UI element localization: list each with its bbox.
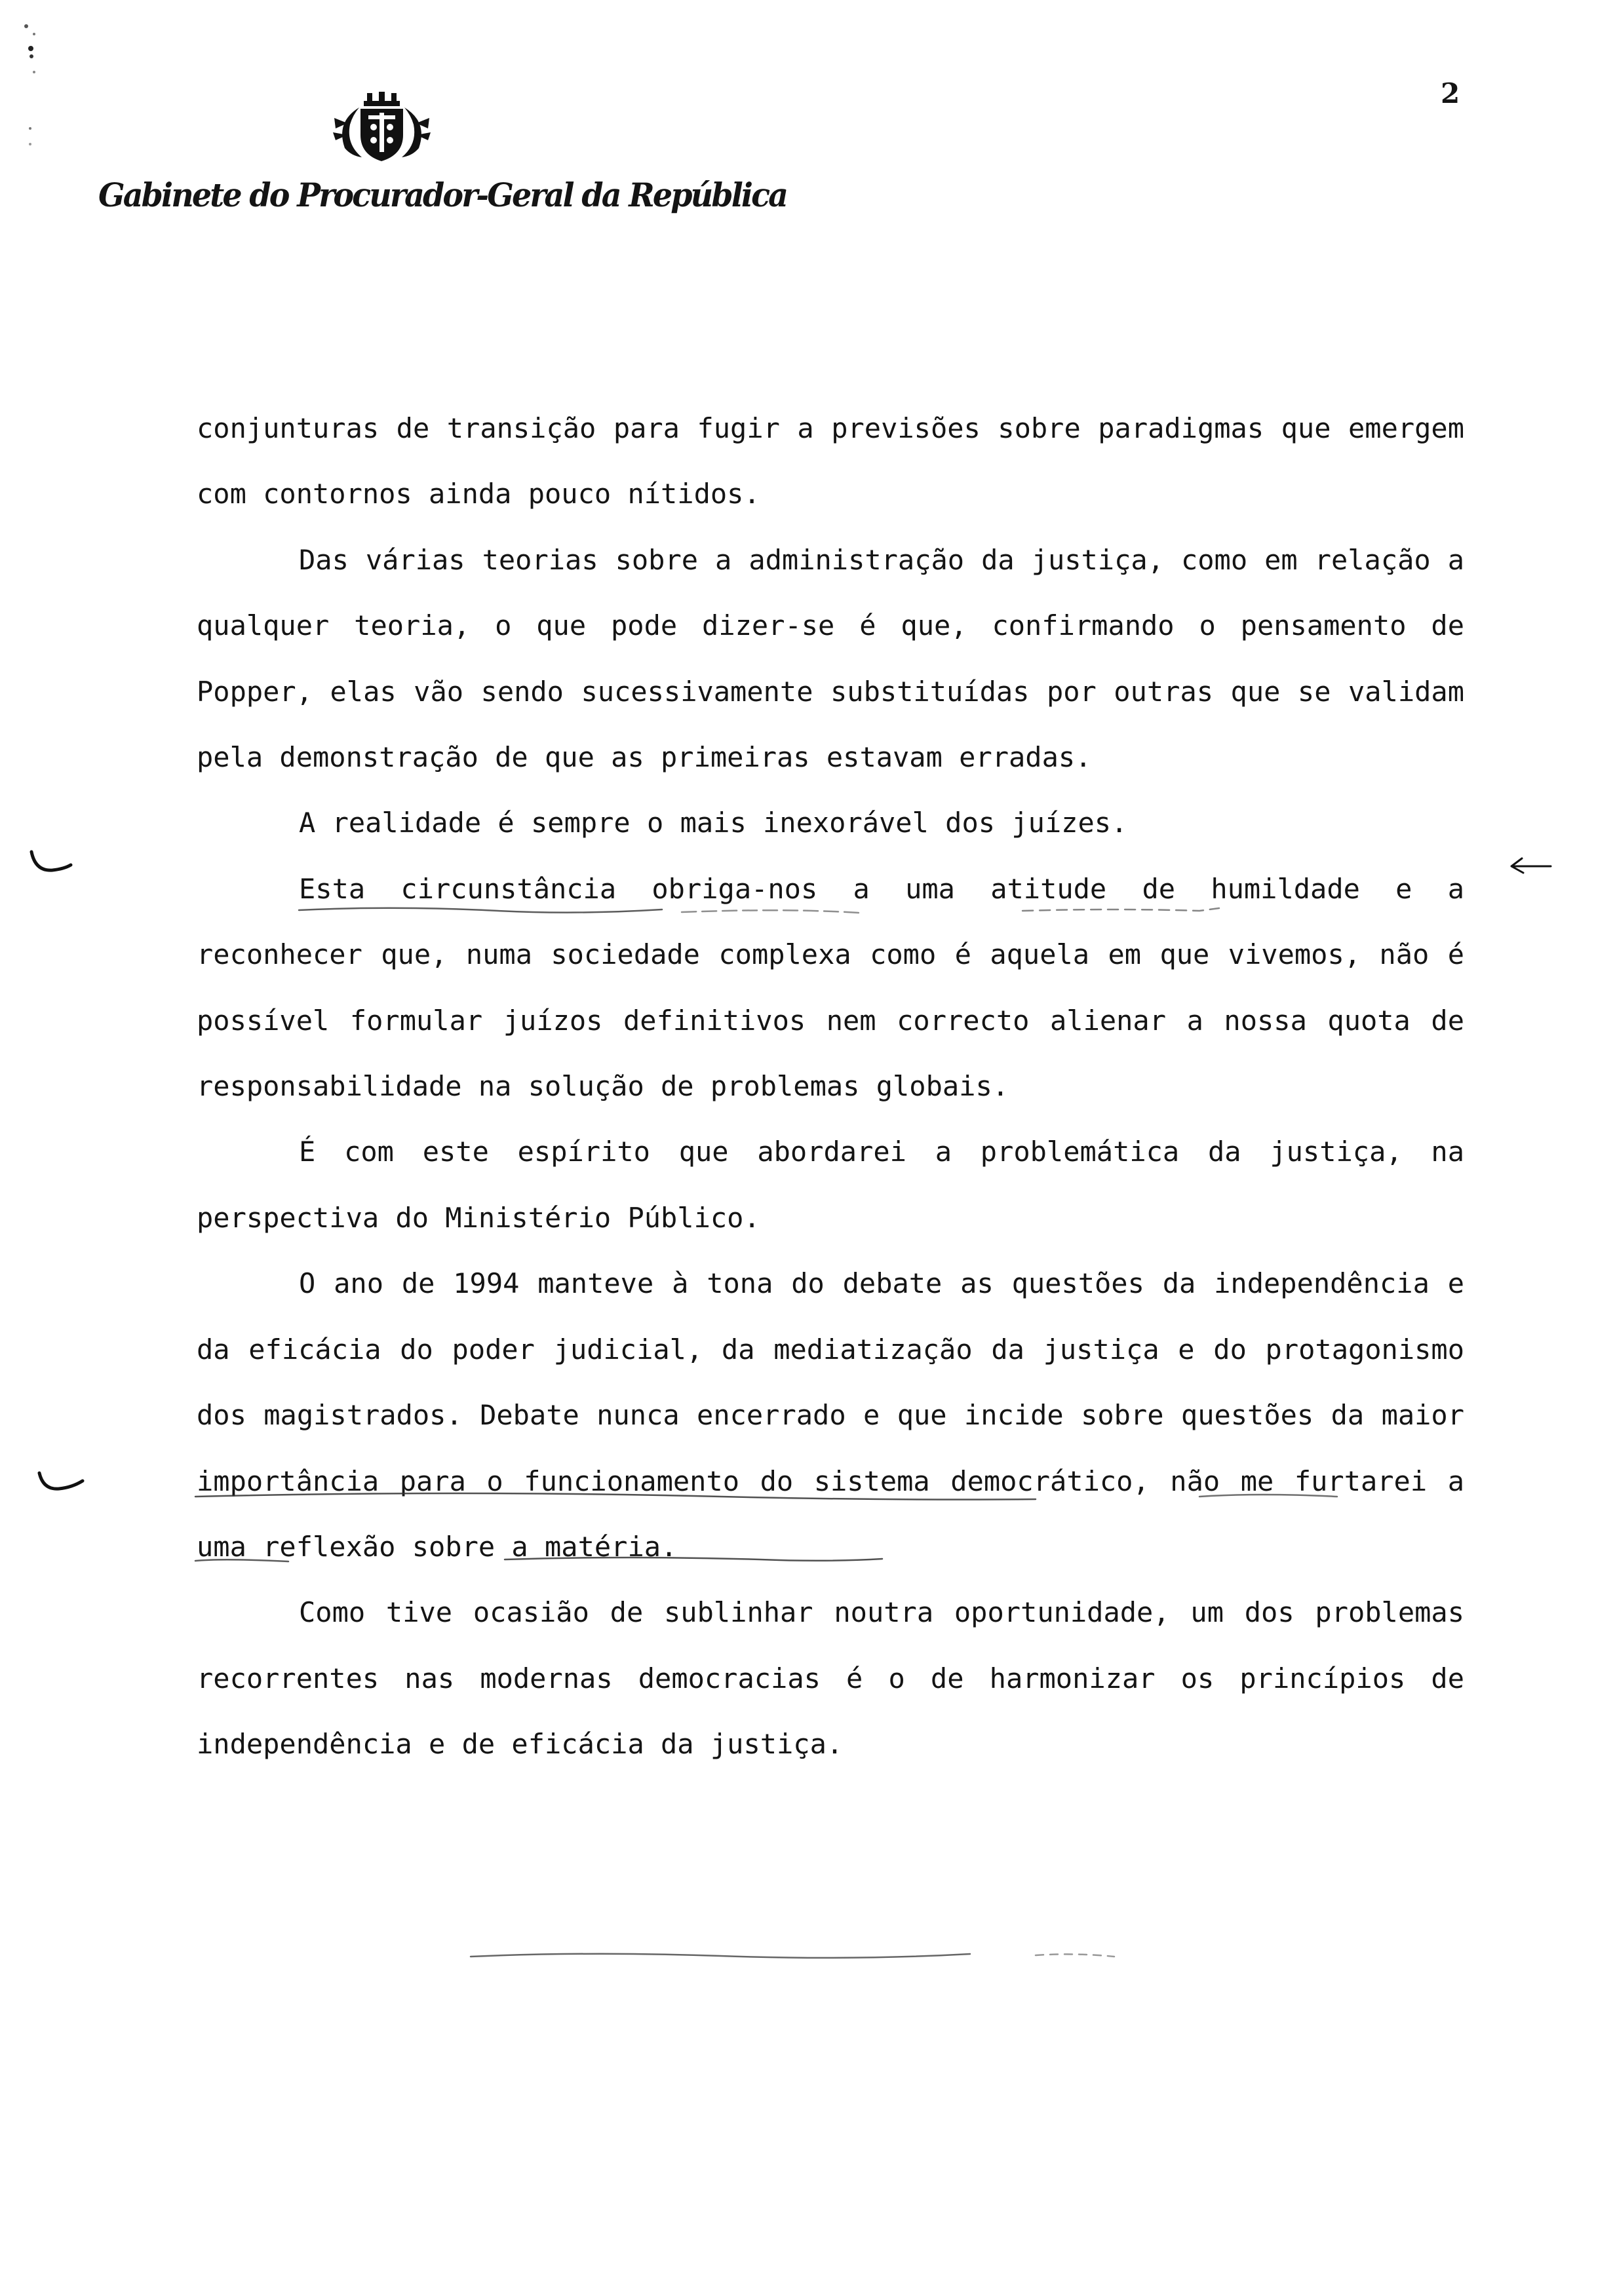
page-number: 2 [1441,77,1460,109]
right-margin-arrow-icon [1508,852,1560,878]
coat-of-arms-icon [328,92,436,164]
paragraph-independence: Como tive ocasião de sublinhar noutra oportunidade, um dos problemas recorrentes nas modernas democracias é o de harmonizar os princípios de independência e de eficácia da justiça. [197,1596,1464,1761]
paragraph-humility: Esta circunstância obriga-nos a uma atitude de humildade e a reconhecer que, numa sociedade complexa como é aquela em que vivemos, não é possível formular juízos definitivos nem correcto alienar a nossa quota de responsabilidade na solução de problemas globais. [197,872,1464,1103]
document-body [197,396,1464,1778]
paragraph-continuation: conjunturas de transição para fugir a previsões sobre paradigmas que emergem com contornos ainda pouco nítidos. [197,412,1464,510]
left-margin-bracket-icon [26,845,79,878]
paragraph-reality: A realidade é sempre o mais inexorável dos juízes. [299,807,1128,839]
scan-specks [0,0,52,170]
letterhead-title: Gabinete do Procurador-Geral da República [98,176,787,214]
paragraph-debate-1994: O ano de 1994 manteve à tona do debate as questões da independência e da eficácia do poder judicial, da mediatização da justiça e do protagonismo dos magistrados. Debate nunca encerrado e que incide sobre questões da maior importância para o funcionamento do sistema democrático, não me furtarei a uma reflexão sobre a matéria. [197,1267,1464,1563]
paragraph-theories: Das várias teorias sobre a administração da justiça, como em relação a qualquer teoria, o que pode dizer-se é que, confirmando o pensamento de Popper, elas vão sendo sucessivamente substituídas por outras que se validam pela demonstração de que as primeiras estavam erradas. [197,543,1464,774]
paragraph-spirit: É com este espírito que abordarei a problemática da justiça, na perspectiva do Ministério Público. [197,1136,1464,1234]
left-margin-bracket-icon [33,1468,92,1501]
